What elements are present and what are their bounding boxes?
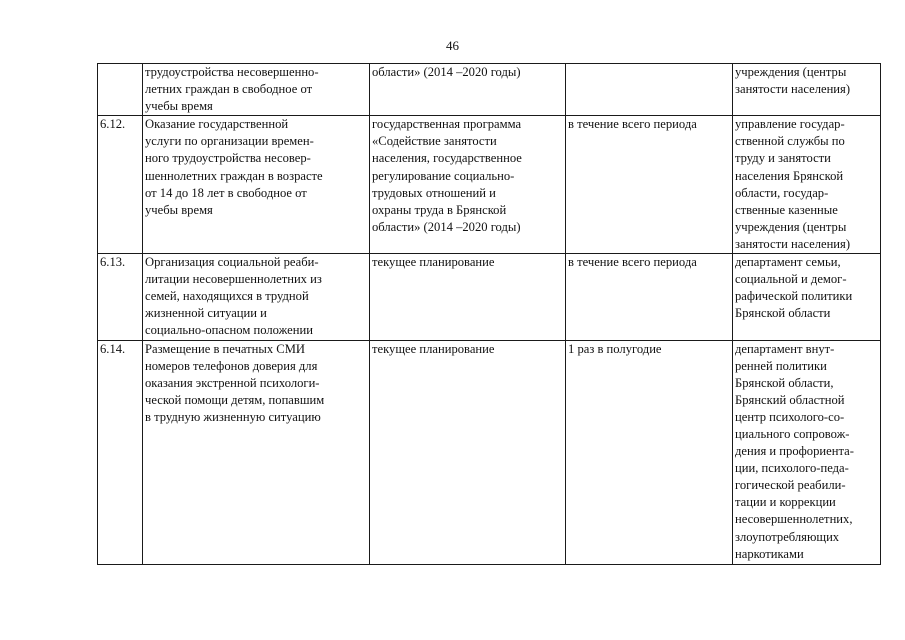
measure-name-cell: [143, 64, 370, 116]
term-cell: [566, 340, 733, 564]
item-number: 6.12.: [100, 117, 126, 132]
funding-source: текущее планирование: [372, 255, 495, 270]
item-number: 6.14.: [100, 341, 126, 356]
source-cell: [370, 340, 566, 564]
term-cell: [566, 64, 733, 116]
executor: департамент внут- ренней политики Брянской области, Брянский областной центр психолого-со- циального сопровож- дения и профориента- ции, психолого-педа- гогической реабили- тации и коррекции несовершеннолетних, злоупотребляющих наркотиками: [735, 341, 854, 561]
executor-cell: [733, 116, 881, 254]
executor-cell: [733, 64, 881, 116]
execution-term: в течение всего периода: [568, 255, 697, 270]
item-number-cell: [98, 340, 143, 564]
executor: департамент семьи, социальной и демог- рафической политики Брянской области: [735, 255, 853, 321]
source-cell: [370, 116, 566, 254]
source-cell: [370, 254, 566, 340]
page-number: 46: [446, 38, 459, 53]
item-number-cell: [98, 116, 143, 254]
funding-source: текущее планирование: [372, 341, 495, 356]
table-row-continuation: [98, 64, 881, 116]
executor-cell: [733, 254, 881, 340]
measure-name: Оказание государственной услуги по организации времен- ного трудоустройства несовер- шеннолетних граждан в возрасте от 14 до 18 лет в свободное от учебы время: [145, 117, 323, 217]
term-cell: [566, 116, 733, 254]
measure-name: Размещение в печатных СМИ номеров телефонов доверия для оказания экстренной психологи- ческой помощи детям, попавшим в трудную жизненную ситуацию: [145, 341, 325, 424]
measure-name-cell: [143, 116, 370, 254]
measure-name-cell: [143, 340, 370, 564]
executor: управление государ- ственной службы по труду и занятости населения Брянской области, государ- ственные казенные учреждения (центры занятости населения): [735, 117, 851, 251]
funding-source: государственная программа «Содействие занятости населения, государственное регулирование социально- трудовых отношений и охраны труда в Брянской области» (2014 –2020 годы): [372, 117, 522, 234]
table-row-6-13: [98, 254, 881, 340]
table-row-6-14: [98, 340, 881, 564]
item-number-cell: [98, 254, 143, 340]
item-number: 6.13.: [100, 255, 126, 270]
item-number-cell: [98, 64, 143, 116]
execution-term: 1 раз в полугодие: [568, 341, 662, 356]
source-cell: [370, 64, 566, 116]
measure-name: Организация социальной реаби- литации несовершеннолетних из семей, находящихся в трудной жизненной ситуации и социально-опасном положении: [145, 255, 322, 338]
execution-term: в течение всего периода: [568, 117, 697, 132]
measure-name-cell: [143, 254, 370, 340]
executor: учреждения (центры занятости населения): [735, 65, 851, 97]
funding-source: области» (2014 –2020 годы): [372, 65, 521, 79]
executor-cell: [733, 340, 881, 564]
measures-table: [97, 63, 881, 565]
term-cell: [566, 254, 733, 340]
measure-name: трудоустройства несовершенно- летних граждан в свободное от учебы время: [145, 65, 319, 114]
table-row-6-12: [98, 116, 881, 254]
